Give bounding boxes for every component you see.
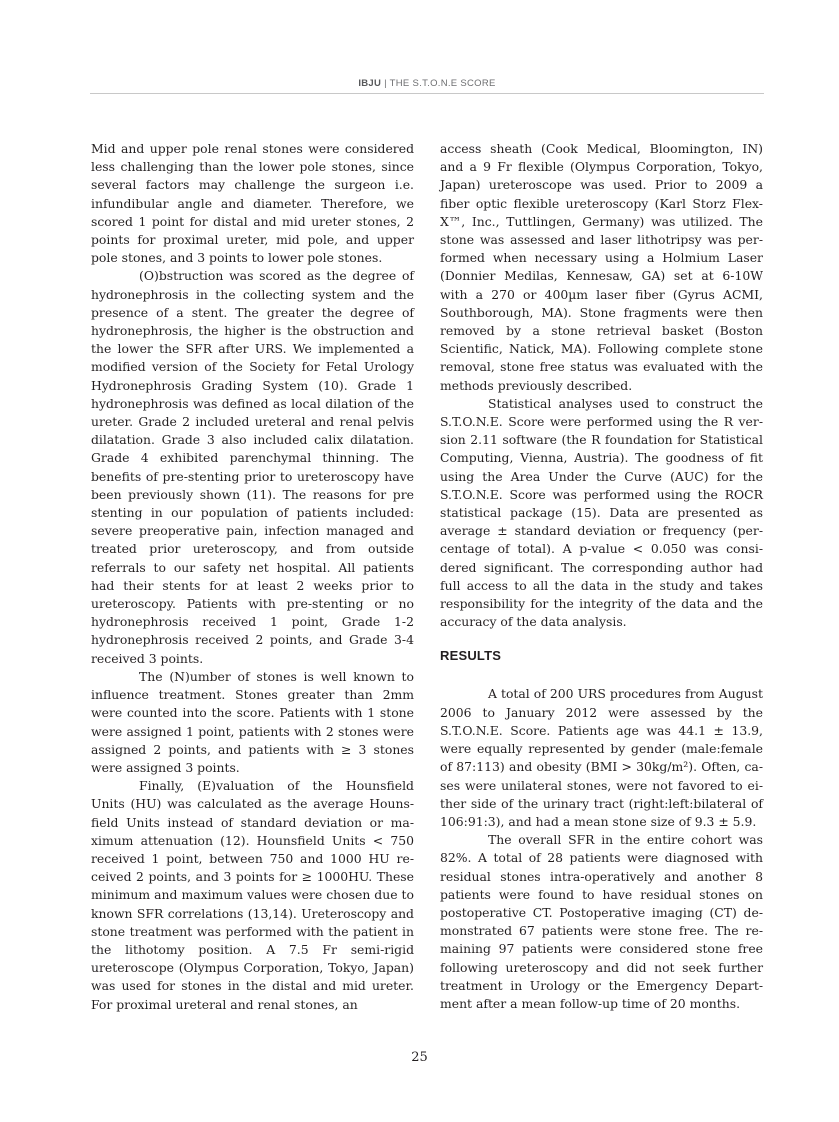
left-column [91, 140, 414, 1014]
paragraph-equipment: access sheath (Cook Medical, Bloomington, IN) and a 9 Fr flexible (Olympus Corporation, Tokyo, Japan) ureteroscope was used. Prior to 2009 a fiber optic flexible ureteroscopy (Karl Storz Flex-X™, Inc., Tuttlingen, Germany) was utilized. The stone was assessed and laser lithotripsy was performed when necessary using a Holmium Laser (Donnier Medilas, Kennesaw, GA) set at 6-10W with a 270 or 400µm laser fiber (Gyrus ACMI, Southborough, MA). Stone fragments were then removed by a stone retrieval basket (Boston Scientific, Natick, MA). Following complete stone removal, stone free status was evaluated with the methods previously described. [440, 141, 763, 393]
page-number: 25 [411, 1050, 428, 1065]
header-separator: | [381, 78, 390, 89]
right-column [440, 140, 763, 1013]
paragraph-results-sfr: The overall SFR in the entire cohort was 82%. A total of 28 patients were diagnosed with residual stones intra-operatively and another 8 patients were found to have residual stones on postoperative CT. Postoperative imaging (CT) demonstrated 67 patients were stone free. The remaining 97 patients were considered stone free following ureteroscopy and did not seek further treatment in Urology or the Emergency Department after a mean follow-up time of 20 months. [440, 832, 763, 1011]
journal-brand: IBJU [358, 78, 382, 89]
paragraph-number: The (N)umber of stones is well known to influence treatment. Stones greater than 2mm were counted into the score. Patients with 1 stone were assigned 1 point, patients with 2 stones were assigned 2 points, and patients with ≥ 3 stones were assigned 3 points. [91, 668, 414, 775]
paragraph-results-cohort: A total of 200 URS procedures from August 2006 to January 2012 were assessed by the S.T.O.N.E. Score. Patients age was 44.1 ± 13.9, were equally represented by gender (male:female of 87:113) and obesity (BMI > 30kg/m²). Often, cases were unilateral stones, were not favored to either side of the urinary tract (right:left:bilateral of 106:91:3), and had a mean stone size of 9.3 ± 5.9. [440, 686, 763, 829]
header-rule [90, 93, 764, 94]
paragraph-location: Mid and upper pole renal stones were considered less challenging than the lower pole stones, since several factors may challenge the surgeon i.e. infundibular angle and diameter. Therefore, we scored 1 point for distal and mid ureter stones, 2 points for proximal ureter, mid pole, and upper pole stones, and 3 points to lower pole stones. [91, 141, 414, 266]
section-heading-results: RESULTS [440, 648, 502, 664]
running-header [90, 78, 764, 89]
paragraph-obstruction: (O)bstruction was scored as the degree of hydronephrosis in the collecting system and the presence of a stent. The greater the degree of hydronephrosis, the higher is the obstruction and the lower the SFR after URS. We implemented a modified version of the Society for Fetal Urology Hydronephrosis Grading System (10). Grade 1 hydronephrosis was defined as local dilation of the ureter. Grade 2 included ureteral and renal pelvis dilatation. Grade 3 also included calix dilatation. Grade 4 exhibited parenchymal thinning. The benefits of pre-stenting prior to ureteroscopy have been previously shown (11). The reasons for pre stenting in our population of patients included: severe preoperative pain, infection managed and treated prior ureteroscopy, and from outside referrals to our safety net hospital. All patients had their stents for at least 2 weeks prior to ureteroscopy. Patients with pre-stenting or no hydronephrosis received 1 point, Grade 1-2 hydronephrosis received 2 points, and Grade 3-4 received 3 points. [91, 268, 414, 666]
header-title: THE S.T.O.N.E SCORE [389, 78, 496, 89]
paragraph-evaluation: Finally, (E)valuation of the Hounsfield Units (HU) was calculated as the average Hounsfield Units instead of standard deviation or maximum attenuation (12). Hounsfield Units < 750 received 1 point, between 750 and 1000 HU received 2 points, and 3 points for ≥ 1000HU. These minimum and maximum values were chosen due to known SFR correlations (13,14). Ureteroscopy and stone treatment was performed with the patient in the lithotomy position. A 7.5 Fr semi-rigid ureteroscope (Olympus Corporation, Tokyo, Japan) was used for stones in the distal and mid ureter. For proximal ureteral and renal stones, an [91, 778, 414, 1012]
paragraph-statistics: Statistical analyses used to construct the S.T.O.N.E. Score were performed using the R version 2.11 software (the R foundation for Statistical Computing, Vienna, Austria). The goodness of fit using the Area Under the Curve (AUC) for the S.T.O.N.E. Score was performed using the ROCR statistical package (15). Data are presented as average ± standard deviation or frequency (percentage of total). A p-value < 0.050 was considered significant. The corresponding author had full access to all the data in the study and takes responsibility for the integrity of the data and the accuracy of the data analysis. [440, 395, 763, 630]
